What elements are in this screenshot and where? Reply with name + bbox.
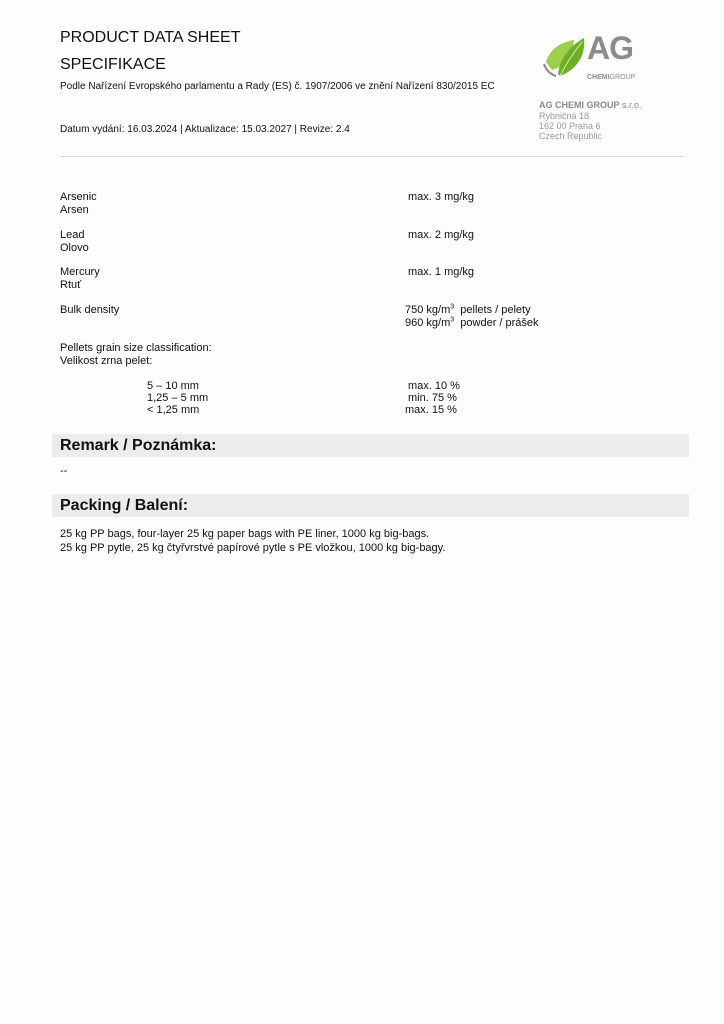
- logo-subtitle: CHEMIGROUP: [587, 74, 636, 81]
- company-street: Rybničná 18: [539, 111, 590, 121]
- company-country: Czech Republic: [539, 131, 603, 141]
- spec-value-arsenic: max. 3 mg/kg: [408, 191, 475, 203]
- grain-size-limit: max. 15 %: [405, 404, 457, 416]
- header-divider: [60, 156, 683, 157]
- grain-size-label: Pellets grain size classification: Velikost zrna pelet:: [60, 342, 212, 367]
- issue-dates: Datum vydání: 16.03.2024 | Aktualizace: 15.03.2027 | Revize: 2.4: [60, 124, 350, 135]
- document-title: PRODUCT DATA SHEET: [60, 29, 241, 46]
- document-subtitle: SPECIFIKACE: [60, 56, 166, 73]
- packing-section-header: Packing / Balení:: [52, 494, 689, 517]
- remark-text: --: [60, 465, 68, 477]
- regulation-note: Podle Nařízení Evropského parlamentu a Rady (ES) č. 1907/2006 ve znění Nařízení 830/2015 EC: [60, 81, 495, 92]
- company-city: 162 00 Praha 6: [539, 121, 601, 131]
- leaf-icon: [540, 34, 588, 82]
- spec-value-lead: max. 2 mg/kg: [408, 229, 475, 241]
- logo-letters: AG: [587, 30, 633, 66]
- company-logo: [540, 30, 650, 86]
- grain-size-limit: min. 75 %: [408, 392, 457, 404]
- bulk-density-pellets: 750 $kg/m^3$ pellets / pelety: [405, 303, 531, 316]
- spec-label-arsenic: Arsenic Arsen: [60, 191, 97, 216]
- spec-label-lead: Lead Olovo: [60, 229, 89, 254]
- spec-value-mercury: max. 1 mg/kg: [408, 266, 475, 278]
- grain-size-limit: max. 10 %: [408, 380, 460, 392]
- spec-label-mercury: Mercury Rtuť: [60, 266, 100, 291]
- packing-text-cz: 25 kg PP pytle, 25 kg čtyřvrstvé papírové pytle s PE vložkou, 1000 kg big-bagy.: [60, 542, 446, 554]
- company-name: AG CHEMI GROUP s.r.o.: [539, 100, 642, 110]
- grain-size-range: < 1,25 mm: [147, 404, 200, 416]
- grain-size-range: 1,25 – 5 mm: [147, 392, 209, 404]
- bulk-density-powder: 960 $kg/m^3$ powder / prášek: [405, 316, 539, 329]
- remark-section-header: Remark / Poznámka:: [52, 434, 689, 457]
- packing-text-en: 25 kg PP bags, four-layer 25 kg paper bags with PE liner, 1000 kg big-bags.: [60, 528, 430, 540]
- bulk-density-label: Bulk density: [60, 304, 120, 316]
- grain-size-range: 5 – 10 mm: [147, 380, 199, 392]
